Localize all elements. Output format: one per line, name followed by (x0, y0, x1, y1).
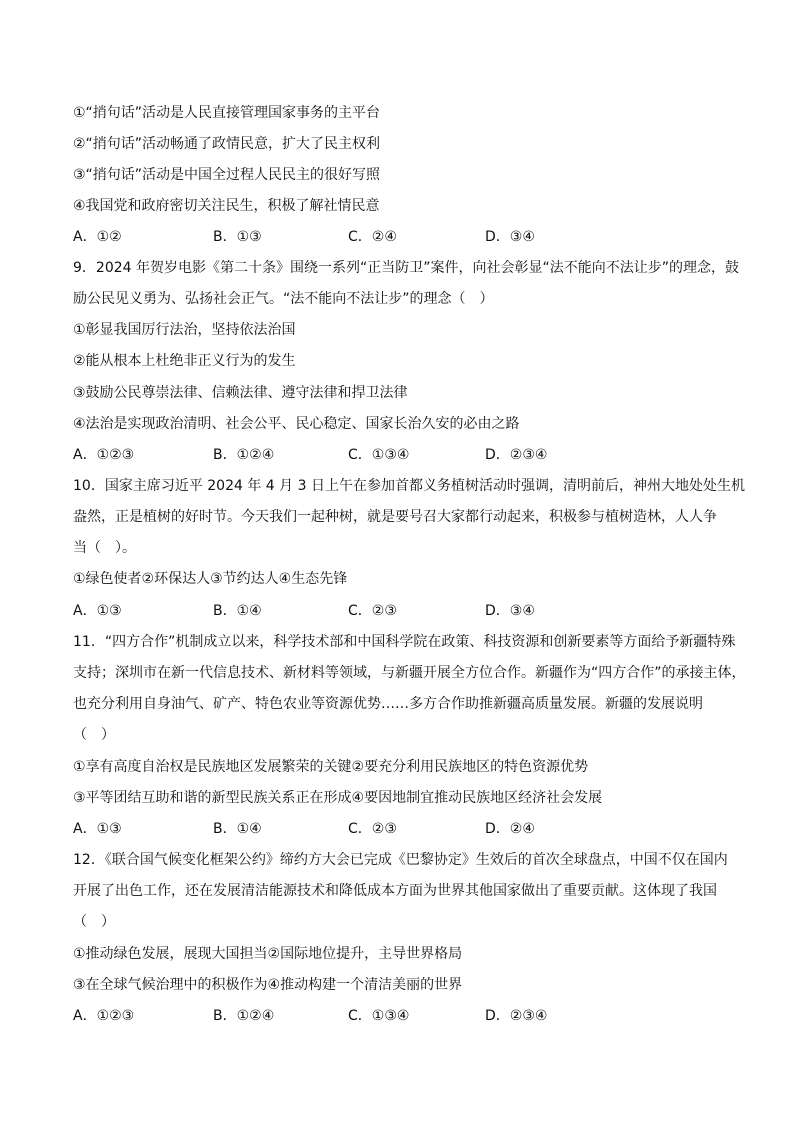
q10-statements: ①绿色使者②环保达人③节约达人④生态先锋 (73, 571, 348, 587)
q8-option-d[interactable]: D．③④ (485, 229, 535, 245)
q12-option-c[interactable]: C．①③④ (348, 1008, 410, 1024)
q11-stem-line-4: （ ） (73, 727, 115, 743)
q12-option-d[interactable]: D．②③④ (485, 1008, 548, 1024)
q9-statement-3: ③鼓励公民尊崇法律、信赖法律、遵守法律和捍卫法律 (73, 385, 408, 401)
q10-stem-line-1: 10．国家主席习近平 2024 年 4 月 3 日上午在参加首都义务植树活动时强调，清明前后，神州大地处处生机 (73, 478, 745, 494)
q8-statement-4: ④我国党和政府密切关注民生，积极了解社情民意 (73, 198, 380, 214)
q12-option-a[interactable]: A．①②③ (73, 1008, 135, 1024)
q10-stem-line-2: 盎然，正是植树的好时节。今天我们一起种树，就是要号召大家都行动起来，积极参与植树造林，人人争 (73, 509, 717, 525)
q12-statements-line-1: ①推动绿色发展，展现大国担当②国际地位提升，主导世界格局 (73, 946, 463, 962)
q9-stem-line-1: 9．2024 年贺岁电影《第二十条》围绕一系列“正当防卫”案件，向社会彰显“法不能向不法让步”的理念，鼓 (73, 260, 739, 276)
q10-option-b[interactable]: B．①④ (213, 603, 262, 619)
q11-option-d[interactable]: D．②④ (485, 821, 535, 837)
q9-statement-4: ④法治是实现政治清明、社会公平、民心稳定、国家长治久安的必由之路 (73, 416, 520, 432)
q8-option-a[interactable]: A．①② (73, 229, 122, 245)
q12-options (73, 1006, 723, 1026)
q9-option-c[interactable]: C．①③④ (348, 447, 410, 463)
q11-option-c[interactable]: C．②③ (348, 821, 397, 837)
q8-statement-2: ②“捎句话”活动畅通了政情民意，扩大了民主权利 (73, 136, 381, 152)
q10-option-c[interactable]: C．②③ (348, 603, 397, 619)
q8-options (73, 227, 723, 247)
q11-statements-line-2: ③平等团结互助和谐的新型民族关系正在形成④要因地制宜推动民族地区经济社会发展 (73, 790, 603, 806)
q9-statement-1: ①彰显我国厉行法治，坚持依法治国 (73, 322, 296, 338)
q9-stem-line-2: 励公民见义勇为、弘扬社会正气。“法不能向不法让步”的理念（ ） (73, 291, 494, 307)
q9-statement-2: ②能从根本上杜绝非正义行为的发生 (73, 353, 296, 369)
q12-option-b[interactable]: B．①②④ (213, 1008, 275, 1024)
q11-option-a[interactable]: A．①③ (73, 821, 122, 837)
q11-statements-line-1: ①享有高度自治权是民族地区发展繁荣的关键②要充分利用民族地区的特色资源优势 (73, 759, 589, 775)
q12-stem-line-3: （ ） (73, 914, 115, 930)
q9-option-a[interactable]: A．①②③ (73, 447, 135, 463)
q12-statements-line-2: ③在全球气候治理中的积极作为④推动构建一个清洁美丽的世界 (73, 977, 463, 993)
q11-stem-line-1: 11．“四方合作”机制成立以来，科学技术部和中国科学院在政策、科技资源和创新要素等方面给予新疆特殊 (73, 634, 736, 650)
q9-option-b[interactable]: B．①②④ (213, 447, 275, 463)
q8-statement-1: ①“捎句话”活动是人民直接管理国家事务的主平台 (73, 105, 381, 121)
q10-options (73, 601, 723, 621)
q10-stem-line-3: 当（ ）。 (73, 540, 136, 556)
q10-option-d[interactable]: D．③④ (485, 603, 535, 619)
q9-options (73, 445, 723, 465)
q11-options (73, 819, 723, 839)
q8-option-c[interactable]: C．②④ (348, 229, 397, 245)
q11-stem-line-2: 支持；深圳市在新一代信息技术、新材料等领域，与新疆开展全方位合作。新疆作为“四方合作”的承接主体， (73, 665, 746, 681)
q12-stem-line-2: 开展了出色工作，还在发展清洁能源技术和降低成本方面为世界其他国家做出了重要贡献。这体现了我国 (73, 883, 717, 899)
q10-option-a[interactable]: A．①③ (73, 603, 122, 619)
q12-stem-line-1: 12．《联合国气候变化框架公约》缔约方大会已完成《巴黎协定》生效后的首次全球盘点，中国不仅在国内 (73, 852, 728, 868)
q8-option-b[interactable]: B．①③ (213, 229, 262, 245)
q11-stem-line-3: 也充分利用自身油气、矿产、特色农业等资源优势……多方合作助推新疆高质量发展。新疆的发展说明 (73, 696, 703, 712)
q9-option-d[interactable]: D．②③④ (485, 447, 548, 463)
q8-statement-3: ③“捎句话”活动是中国全过程人民民主的很好写照 (73, 167, 381, 183)
q11-option-b[interactable]: B．①④ (213, 821, 262, 837)
